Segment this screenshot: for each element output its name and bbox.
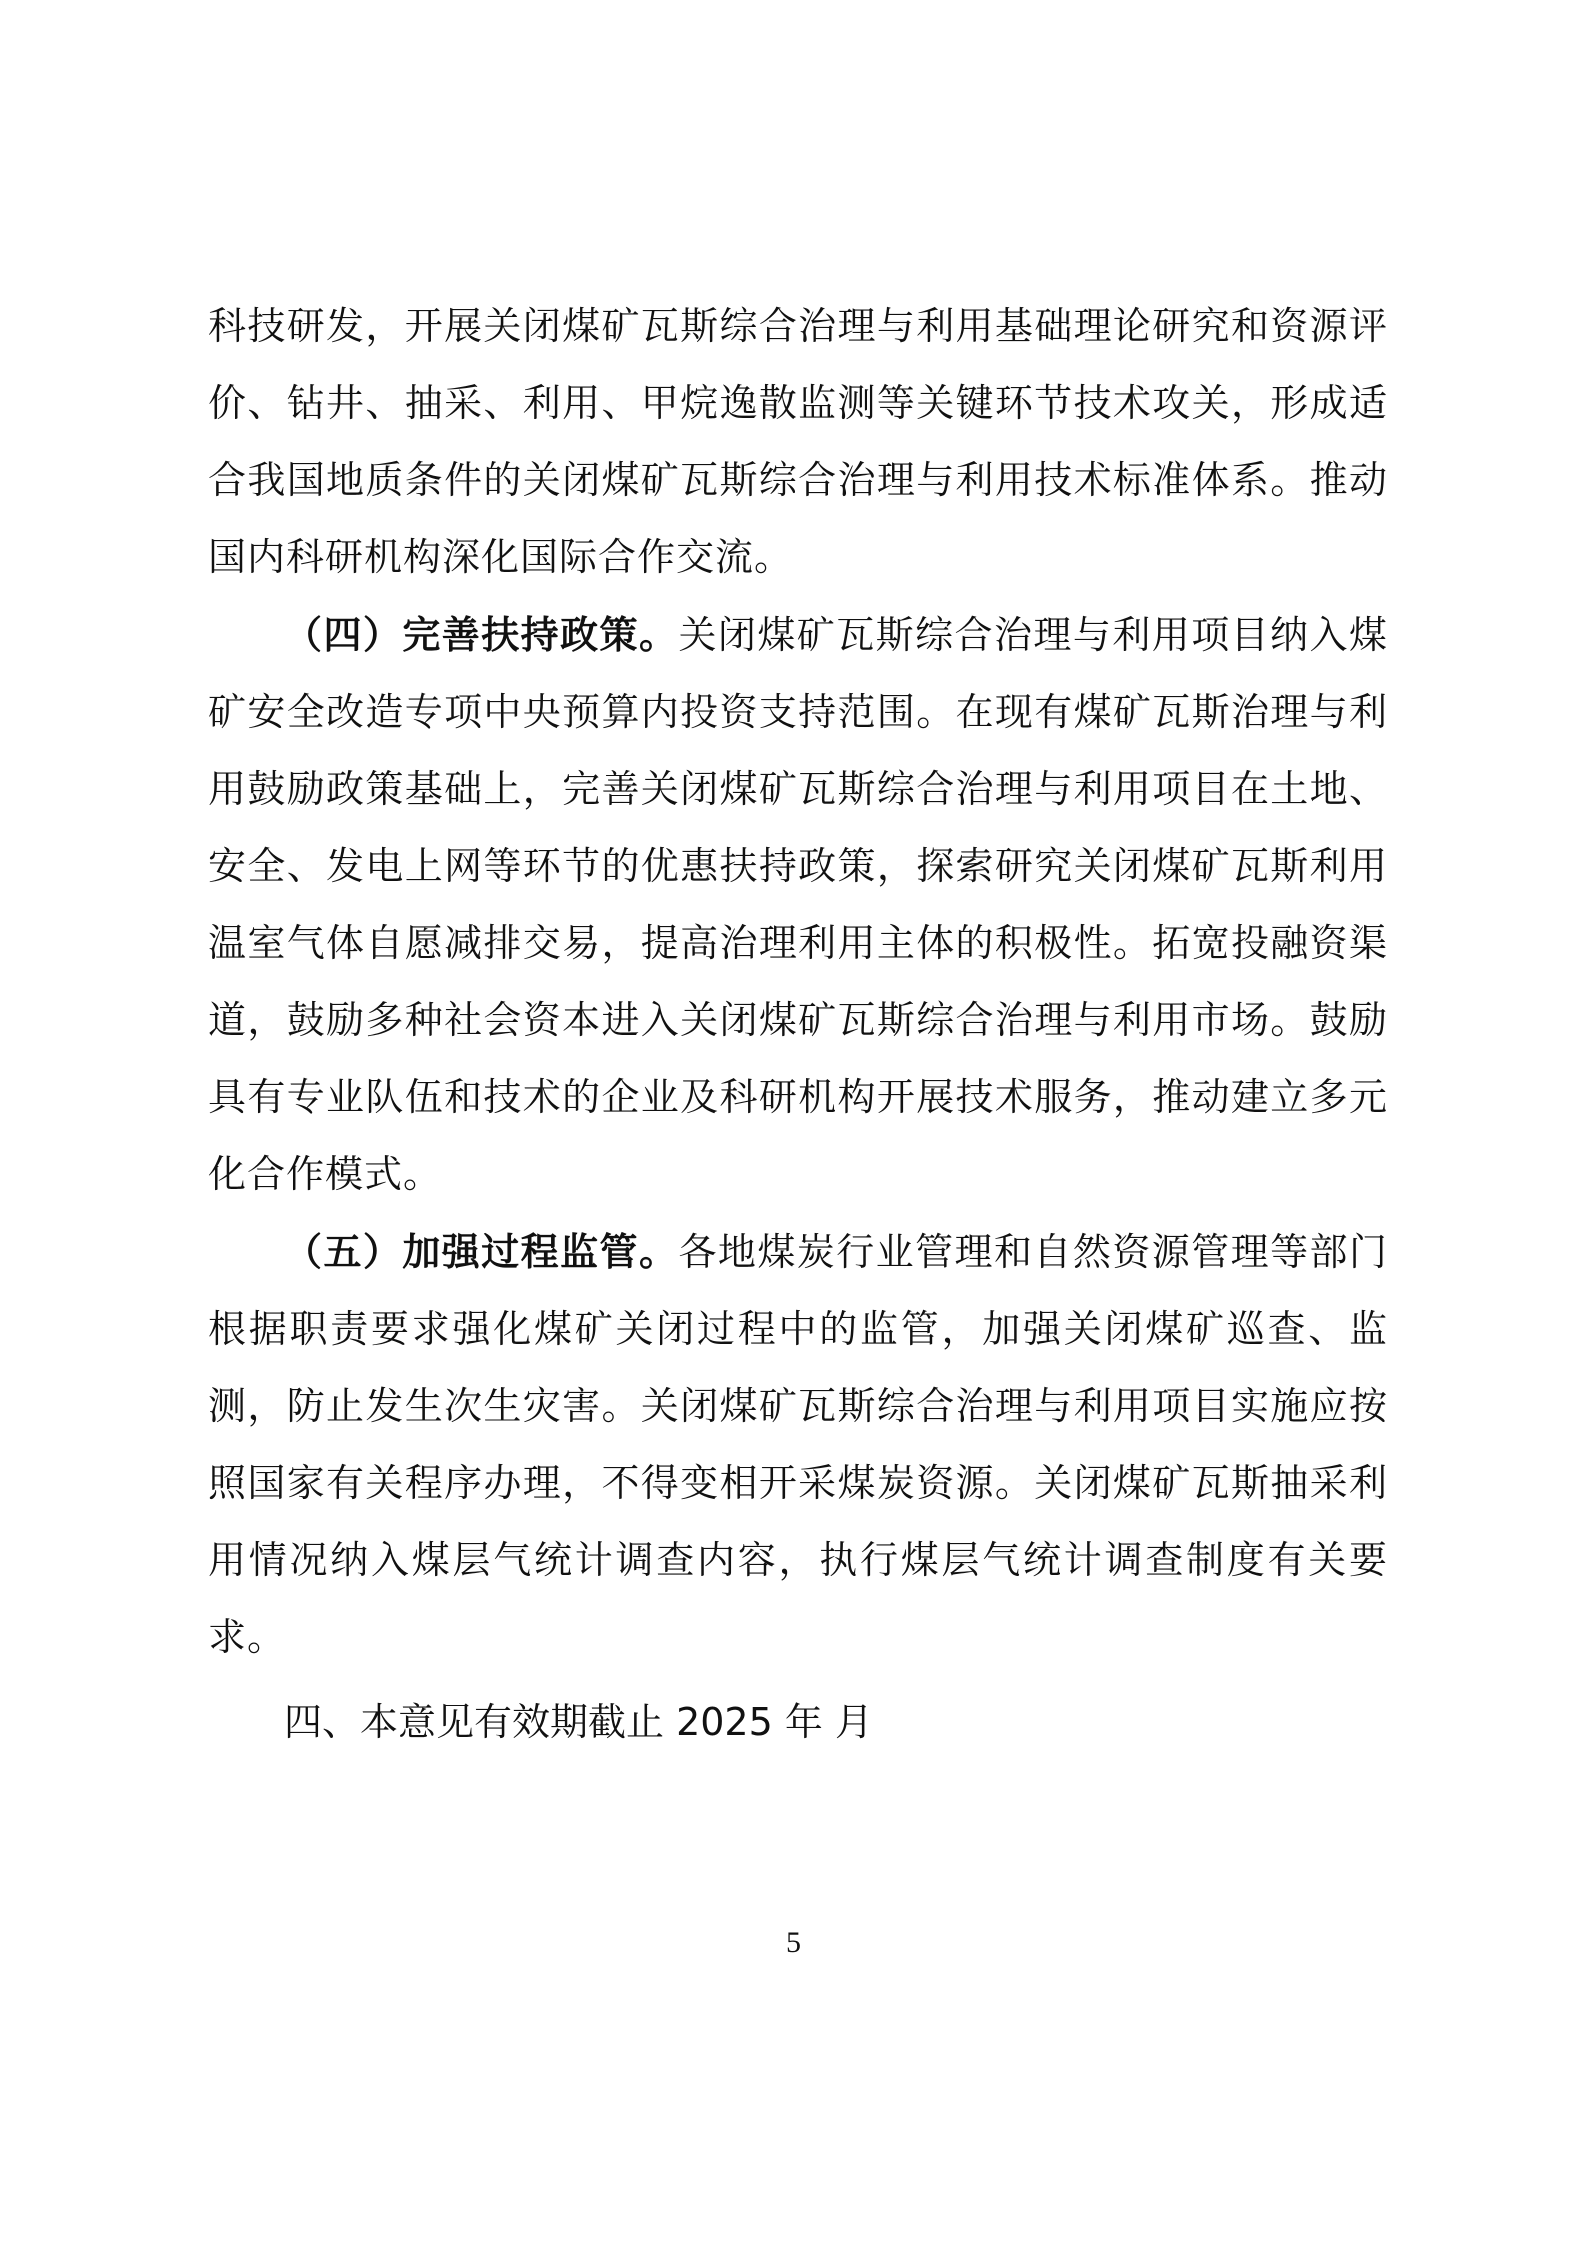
- paragraph-text: 科技研发，开展关闭煤矿瓦斯综合治理与利用基础理论研究和资源评价、钻井、抽采、利用、甲烷逸散监测等关键环节技术攻关，形成适合我国地质条件的关闭煤矿瓦斯综合治理与利用技术标准体系。推动国内科研机构深化国际合作交流。: [208, 304, 1388, 579]
- paragraph-text: 关闭煤矿瓦斯综合治理与利用项目纳入煤矿安全改造专项中央预算内投资支持范围。在现有煤矿瓦斯治理与利用鼓励政策基础上，完善关闭煤矿瓦斯综合治理与利用项目在土地、安全、发电上网等环节的优惠扶持政策，探索研究关闭煤矿瓦斯利用温室气体自愿减排交易，提高治理利用主体的积极性。拓宽投融资渠道，鼓励多种社会资本进入关闭煤矿瓦斯综合治理与利用市场。鼓励具有专业队伍和技术的企业及科研机构开展技术服务，推动建立多元化合作模式。: [208, 613, 1388, 1196]
- paragraph-heading: （五）加强过程监管。: [284, 1229, 679, 1274]
- document-body: [208, 288, 1388, 1761]
- paragraph-heading: （四）完善扶持政策。: [284, 612, 679, 657]
- paragraph-process-supervision: [208, 1213, 1388, 1676]
- paragraph-continuation: [208, 288, 1388, 596]
- section-heading-validity: 四、本意见有效期截止 2025 年 月: [284, 1700, 873, 1744]
- page-number: 5: [786, 1926, 801, 1959]
- paragraph-text: 各地煤炭行业管理和自然资源管理等部门根据职责要求强化煤矿关闭过程中的监管，加强关闭煤矿巡查、监测，防止发生次生灾害。关闭煤矿瓦斯综合治理与利用项目实施应按照国家有关程序办理，不得变相开采煤炭资源。关闭煤矿瓦斯抽采利用情况纳入煤层气统计调查内容，执行煤层气统计调查制度有关要求。: [208, 1230, 1388, 1659]
- paragraph-support-policy: [208, 596, 1388, 1213]
